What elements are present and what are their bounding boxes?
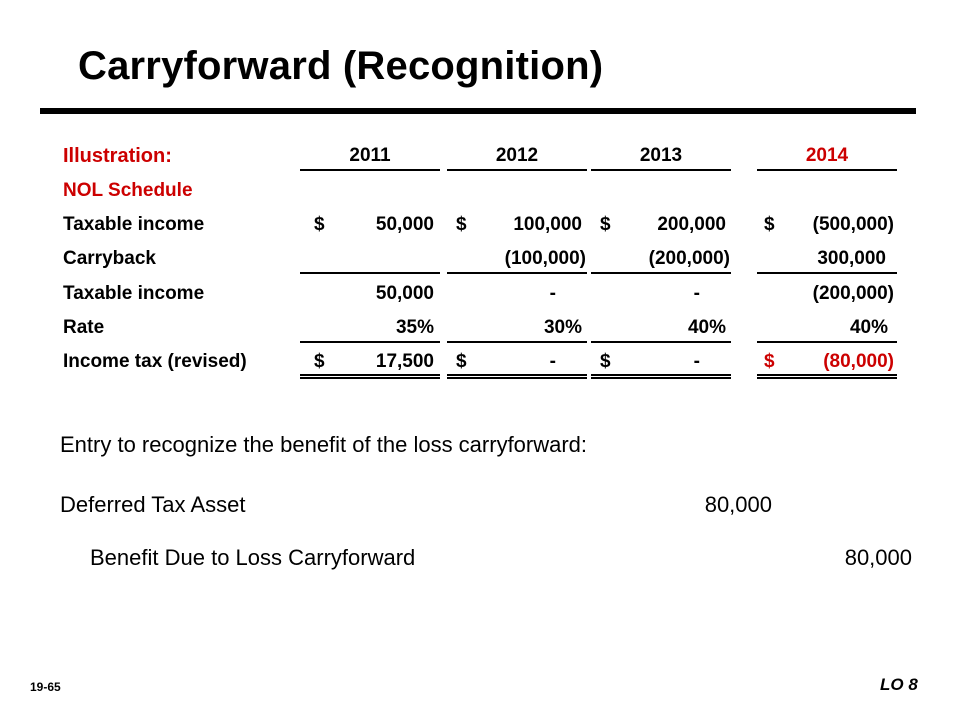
subtotal-underline [447,341,587,343]
row-label-taxable-income: Taxable income [63,214,205,235]
credit-account: Benefit Due to Loss Carryforward [90,545,416,570]
entry-intro: Entry to recognize the benefit of the loss carryforward: [60,432,588,457]
total-double-underline [757,374,897,379]
rate-2014: 40% [849,317,888,338]
taxable-income-after-2012: - [549,283,556,304]
header-underline [447,169,587,171]
income-tax-2011: 17,500 [375,351,434,372]
title-rule [40,108,916,114]
year-header-2011: 2011 [349,145,391,166]
carryback-2013: (200,000) [648,248,730,269]
header-underline [757,169,897,171]
learning-objective: LO 8 [880,675,918,694]
subtotal-underline [591,341,731,343]
dollar-sign: $ [456,351,467,372]
year-header-2014: 2014 [805,145,849,166]
row-label-income-tax: Income tax (revised) [63,351,247,372]
debit-amount: 80,000 [704,492,772,517]
subtotal-underline [447,272,587,274]
dollar-sign: $ [600,214,611,235]
dollar-sign: $ [600,351,611,372]
row-label-carryback: Carryback [63,248,156,269]
rate-2011: 35% [395,317,434,338]
taxable-income-2012: 100,000 [513,214,582,235]
subtotal-underline [300,272,440,274]
taxable-income-2013: 200,000 [657,214,726,235]
header-underline [300,169,440,171]
nol-schedule-heading: NOL Schedule [63,180,193,201]
total-double-underline [300,374,440,379]
dollar-sign: $ [314,214,325,235]
dollar-sign: $ [764,214,775,235]
row-label-rate: Rate [63,317,105,338]
dollar-sign: $ [314,351,325,372]
taxable-income-after-2013: - [693,283,700,304]
year-header-2012: 2012 [495,145,539,166]
taxable-income-after-2014: (200,000) [812,283,894,304]
income-tax-2014: (80,000) [823,351,894,372]
dollar-sign: $ [456,214,467,235]
debit-account: Deferred Tax Asset [60,492,246,517]
row-label-taxable-income-after: Taxable income [63,283,205,304]
page-number: 19-65 [30,680,61,694]
taxable-income-after-2011: 50,000 [375,283,434,304]
slide-title: Carryforward (Recognition) [78,44,604,88]
dollar-sign: $ [764,351,775,372]
subtotal-underline [757,272,897,274]
taxable-income-2014: (500,000) [812,214,894,235]
total-double-underline [447,374,587,379]
illustration-heading: Illustration: [63,145,172,167]
income-tax-2012: - [549,351,556,372]
credit-amount: 80,000 [844,545,912,570]
subtotal-underline [591,272,731,274]
total-double-underline [591,374,731,379]
carryback-2012: (100,000) [504,248,586,269]
taxable-income-2011: 50,000 [375,214,434,235]
income-tax-2013: - [693,351,700,372]
carryback-2014: 300,000 [817,248,886,269]
year-header-2013: 2013 [639,145,683,166]
subtotal-underline [757,341,897,343]
header-underline [591,169,731,171]
subtotal-underline [300,341,440,343]
rate-2012: 30% [543,317,582,338]
rate-2013: 40% [687,317,726,338]
